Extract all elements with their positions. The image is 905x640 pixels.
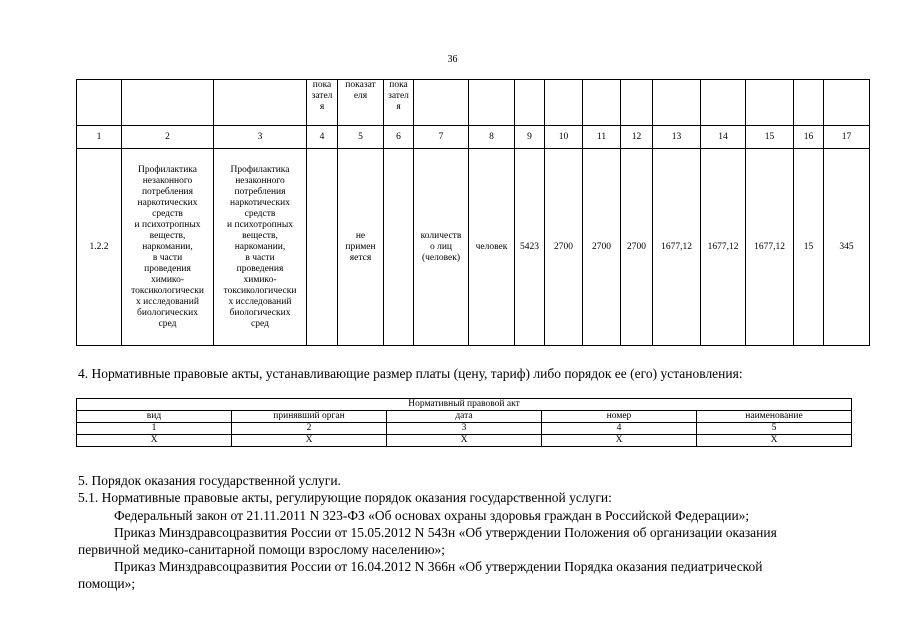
column-number: 3 [214,126,307,149]
page-number: 36 [447,54,458,65]
value-cell: X [77,435,232,447]
service-name: Профилактика незаконного потребления наркотических средств и психотропных веществ, наркомании, в части проведения химико- токсикологически х исследований биологических сред [122,149,214,346]
cell-c4 [307,149,338,346]
header-cell: показат еля [338,80,384,126]
column-number: 4 [307,126,338,149]
price-cell: 1677,12 [701,149,746,346]
value-cell: X [232,435,387,447]
cell-c6 [384,149,414,346]
deviation-percent: 15 [794,149,824,346]
unit-name: человек [469,149,515,346]
column-number: 17 [824,126,870,149]
column-number: 5 [697,423,852,435]
header-cell: наименование [697,411,852,423]
column-number: 8 [469,126,515,149]
header-cell: номер [542,411,697,423]
law-paragraph-continuation: помощи»; [78,576,136,591]
column-number-row [77,423,852,435]
row-code: 1.2.2 [77,149,122,346]
section-5-1-title: 5.1. Нормативные правовые акты, регулирующие порядок оказания государственной услуги: [78,490,612,505]
price-cell: 1677,12 [746,149,794,346]
column-number: 13 [653,126,701,149]
indicator-name: количеств о лиц (человек) [414,149,469,346]
cell-c5: не примен яется [338,149,384,346]
value-cell: X [542,435,697,447]
column-number-row [77,126,870,149]
column-number: 14 [701,126,746,149]
table-header-row [77,411,852,423]
value-cell: X [387,435,542,447]
value-cell: 2700 [621,149,653,346]
unit-code: 5423 [515,149,545,346]
legal-acts-table [76,398,852,447]
column-number: 11 [583,126,621,149]
table-header-row [77,80,870,126]
column-number: 6 [384,126,414,149]
column-number: 15 [746,126,794,149]
column-number: 12 [621,126,653,149]
section-4-title: 4. Нормативные правовые акты, устанавливающие размер платы (цену, тариф) либо порядок ее (его) установления: [78,366,743,381]
law-paragraph: Приказ Минздравсоцразвития России от 15.05.2012 N 543н «Об утверждении Положения об организации оказания [114,525,777,540]
table-caption-row [77,399,852,411]
header-cell: вид [77,411,232,423]
header-cell: пока зател я [384,80,414,126]
value-cell: 2700 [583,149,621,346]
column-number: 10 [545,126,583,149]
header-cell: дата [387,411,542,423]
law-paragraph: Федеральный закон от 21.11.2011 N 323-ФЗ «Об основах охраны здоровья граждан в Российской Федерации»; [114,508,750,523]
column-number: 16 [794,126,824,149]
value-cell: X [697,435,852,447]
law-paragraph: Приказ Минздравсоцразвития России от 16.04.2012 N 366н «Об утверждении Порядка оказания педиатрической [114,559,763,574]
column-number: 2 [122,126,214,149]
table-caption: Нормативный правовой акт [77,399,852,411]
column-number: 5 [338,126,384,149]
column-number: 4 [542,423,697,435]
header-cell: пока зател я [307,80,338,126]
section-5-title: 5. Порядок оказания государственной услуги. [78,473,341,488]
column-number: 7 [414,126,469,149]
table-row [77,149,870,346]
header-cell: принявший орган [232,411,387,423]
column-number: 9 [515,126,545,149]
deviation-absolute: 345 [824,149,870,346]
law-paragraph-continuation: первичной медико-санитарной помощи взрослому населению»; [78,542,446,557]
price-cell: 1677,12 [653,149,701,346]
value-cell: 2700 [545,149,583,346]
indicators-table [76,79,870,346]
column-number: 3 [387,423,542,435]
column-number: 1 [77,126,122,149]
table-row [77,435,852,447]
service-content: Профилактика незаконного потребления наркотических средств и психотропных веществ, наркомании, в части проведения химико- токсикологически х исследований биологических сред [214,149,307,346]
column-number: 1 [77,423,232,435]
column-number: 2 [232,423,387,435]
